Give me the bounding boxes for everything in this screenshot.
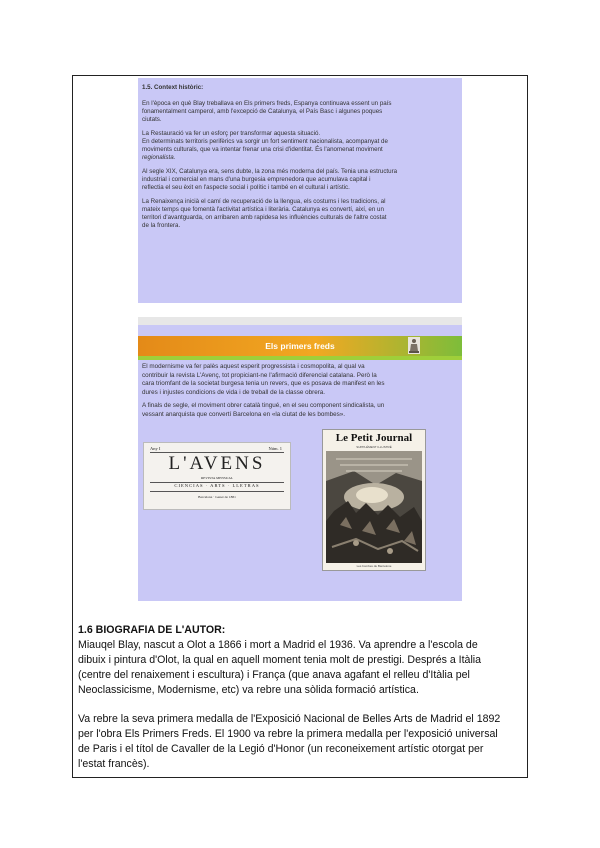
- text-line: dures i injustes condicions de vida i de treball de la classe obrera.: [142, 388, 326, 396]
- text-line: En determinats territoris perifèrics va sorgir un fort sentiment nacionalista, acompanyat de: [142, 138, 388, 145]
- text-line: moviments culturals, que va intentar frenar una crisi d'identitat. És l'anomenat moviment: [142, 146, 383, 153]
- slide-context-historic: [138, 78, 462, 303]
- text-line: La Renaixença inicià el camí de recuperació de la llengua, els costums i les tradicions, al: [142, 198, 386, 205]
- slide-banner: [138, 336, 462, 356]
- petit-journal-image: [322, 429, 426, 571]
- paragraph: [142, 363, 460, 397]
- text-line: ciutats.: [142, 116, 162, 123]
- text-line: de la frontera.: [142, 222, 181, 229]
- journal-title: Le Petit Journal: [335, 432, 413, 444]
- text-line: Al segle XIX, Catalunya era, sens dubte, la zona més moderna del país. Tenia una estructura: [142, 168, 398, 175]
- divider: [150, 491, 284, 492]
- paragraph: [142, 130, 458, 162]
- text-line: fonamentalment camperol, amb l'excepció de Catalunya, el País Basc i algunes poques: [142, 108, 383, 115]
- text-line: per l'obra Els Primers Freds. El 1900 va rebre la primera medalla per l'exposició universal: [78, 728, 498, 740]
- text-line: industrial i comercial en mans d'una burgesia emprenedora que acumulava capital i: [142, 176, 371, 183]
- magazine-categories: CIENCIAS · ARTS · LLETRAS: [174, 483, 260, 488]
- text-line: de Paris i el títol de Cavaller de la Legió d'Honor (un reconeixement artístic otorgat per: [78, 743, 484, 755]
- text-line: reflectia el seu èxit en l'aspecte social i polític i també en el cultural i artístic.: [142, 184, 350, 191]
- paragraph-gap: [78, 698, 522, 712]
- text-line: cara triomfant de la societat burgesa tenia un revers, que es posava de manifest en les: [142, 380, 385, 388]
- text-line: territori d'avantguarda, on arribaren amb rapidesa les influències culturals de l'altre costat: [142, 214, 387, 221]
- text-line: A finals de segle, el moviment obrer català tingué, en el seu component sindicalista, un: [142, 402, 385, 410]
- journal-caption: Les bombes de Barcelone: [356, 564, 392, 568]
- issue-number: Núm. 1: [268, 446, 282, 451]
- text-line: El modernisme va fer palès aquest esperit progressista i cosmopolita, al qual va: [142, 363, 365, 370]
- banner-title: Els primers freds: [265, 341, 335, 351]
- slide-body-text: [142, 363, 460, 425]
- paragraph: [142, 100, 458, 124]
- slide-top-strip: [138, 317, 462, 325]
- text-line: vessant anarquista que convertí Barcelona en «la ciutat de les bombes».: [142, 410, 346, 418]
- text-line: regionalista.: [142, 154, 176, 161]
- sculpture-icon: [408, 337, 420, 354]
- magazine-footer: Barcelona · Gener de 1881: [198, 495, 236, 499]
- issue-year: Any I: [150, 446, 161, 451]
- section-title: 1.6 BIOGRAFIA DE L'AUTOR:: [78, 624, 226, 636]
- biography-section: [78, 623, 522, 772]
- text-line: Va rebre la seva primera medalla de l'Exposició Nacional de Belles Arts de Madrid el 1892: [78, 713, 501, 725]
- text-line: l'estat francès).: [78, 758, 150, 770]
- paragraph: [142, 198, 458, 230]
- text-line: Neoclassicisme, Modernisme, etc) va rebre una sòlida formació artística.: [78, 684, 419, 696]
- journal-subtitle: SUPPLÉMENT ILLUSTRÉ: [356, 445, 392, 449]
- text-line: contribuir la revista L'Avenç, tot propiciant-ne l'afirmació diferencial catalana. Però la: [142, 371, 377, 379]
- text-line: (centre del renaixement i escultura) i França (que anava agafant el relleu d'Itàlia pel: [78, 669, 470, 681]
- magazine-title: L'AVENS: [168, 453, 266, 474]
- text-line: En l'època en què Blay treballava en Els primers freds, Espanya continuava essent un país: [142, 100, 392, 107]
- text-line: Miauqel Blay, nascut a Olot a 1866 i mort a Madrid el 1936. Va aprendre a l'escola de: [78, 639, 478, 651]
- slide-heading: 1.5. Context històric:: [142, 84, 204, 91]
- bombing-illustration: [326, 451, 422, 563]
- text-line: mateix temps que fomentà l'activitat artística i literària. Catalunya es convertí, així, en un: [142, 206, 384, 213]
- text-line: La Restauració va fer un esforç per transformar aquesta situació.: [142, 130, 321, 137]
- paragraph: [142, 168, 458, 192]
- slide-els-primers-freds: [138, 317, 462, 601]
- magazine-subtitle: REVISTA MENSUAL: [200, 476, 234, 480]
- banner-underline: [138, 356, 462, 360]
- text-line: dibuix i pintura d'Olot, la qual en aquell moment tenia molt de prestigi. Després a Itàlia: [78, 654, 482, 666]
- paragraph: [142, 402, 460, 419]
- lavens-cover-image: [143, 442, 291, 510]
